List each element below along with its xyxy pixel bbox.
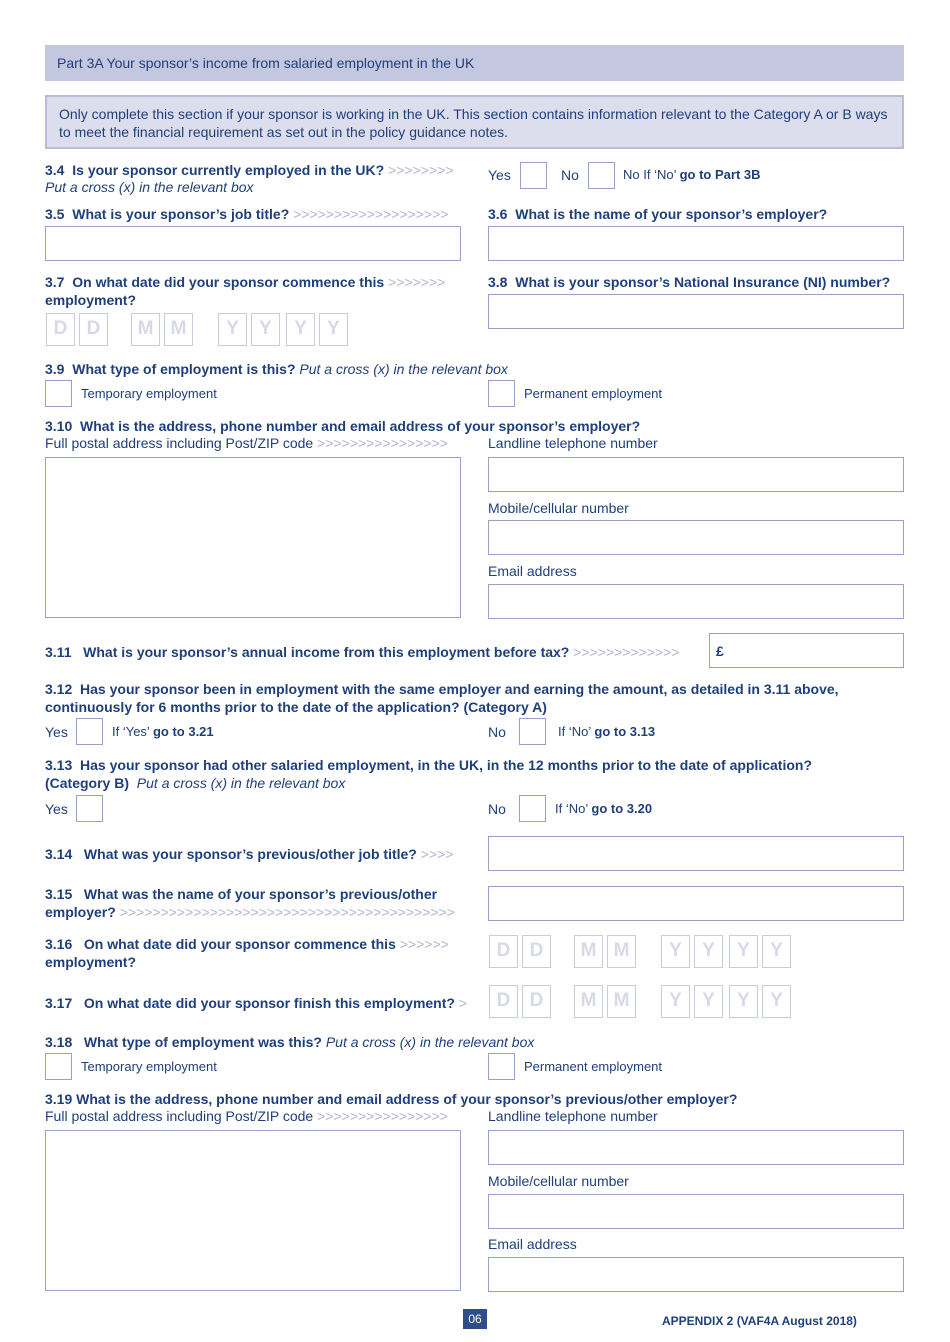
q3-6-question: 3.6 What is the name of your sponsor’s employer?: [488, 206, 828, 222]
date-day-1[interactable]: D: [489, 985, 518, 1018]
q3-4-yes-label: Yes: [488, 167, 511, 183]
date-year-1[interactable]: Y: [218, 313, 247, 346]
section-note: [45, 95, 904, 149]
q3-12-question: 3.12 Has your sponsor been in employment with the same employer and earning the amount, as detailed in 3.11 above, continuously for 6 months prior to the date of the application? (Category A): [45, 681, 839, 715]
q3-4-goto: No If ‘No’ go to Part 3B: [623, 167, 761, 182]
temporary-employment-checkbox[interactable]: [45, 380, 72, 407]
q3-9-question: 3.9 What type of employment is this? Put a cross (x) in the relevant box: [45, 361, 508, 377]
permanent-employment-label: Permanent employment: [524, 386, 663, 401]
previous-mobile-input[interactable]: [488, 1194, 904, 1229]
previous-email-label: Email address: [488, 1236, 577, 1252]
employer-name-input[interactable]: [488, 226, 904, 261]
date-year-3[interactable]: Y: [729, 985, 758, 1018]
date-year-2[interactable]: Y: [694, 985, 723, 1018]
section-title: Part 3A Your sponsor’s income from salaried employment in the UK: [57, 55, 475, 71]
q3-13-yes-checkbox[interactable]: [76, 795, 103, 822]
date-month-1[interactable]: M: [131, 313, 160, 346]
date-day-1[interactable]: D: [46, 313, 75, 346]
section-header: [45, 45, 904, 81]
q3-12-yes-label: Yes: [45, 724, 68, 740]
landline-input[interactable]: [488, 457, 904, 492]
q3-4-no-label: No: [561, 167, 579, 183]
permanent-employment-checkbox[interactable]: [488, 380, 515, 407]
date-day-2[interactable]: D: [522, 985, 551, 1018]
q3-12-yes-goto: If ‘Yes’ go to 3.21: [112, 724, 214, 739]
q3-5-question: 3.5 What is your sponsor’s job title? >>>>>>>>>>>>>>>>>>>: [45, 206, 449, 222]
mobile-label: Mobile/cellular number: [488, 500, 629, 516]
q3-10-question: 3.10 What is the address, phone number and email address of your sponsor’s employer?: [45, 418, 641, 434]
date-year-2[interactable]: Y: [694, 935, 723, 968]
q3-11-question: 3.11 What is your sponsor’s annual income from this employment before tax? >>>>>>>>>>>>>: [45, 644, 680, 660]
q3-4-hint: Put a cross (x) in the relevant box: [45, 179, 254, 195]
q3-7-question: 3.7 On what date did your sponsor commence this >>>>>>> employment?: [45, 274, 446, 308]
date-month-2[interactable]: M: [607, 985, 636, 1018]
q3-19-question: 3.19 What is the address, phone number and email address of your sponsor’s previous/other employer?: [45, 1091, 738, 1107]
q3-16-question: 3.16 On what date did your sponsor commence this >>>>>> employment?: [45, 936, 449, 970]
date-year-1[interactable]: Y: [661, 935, 690, 968]
date-day-2[interactable]: D: [79, 313, 108, 346]
q3-13-no-label: No: [488, 801, 506, 817]
q3-17-question: 3.17 On what date did your sponsor finish this employment? >: [45, 995, 468, 1011]
q3-12-no-checkbox[interactable]: [519, 718, 546, 745]
mobile-input[interactable]: [488, 520, 904, 555]
q3-12-no-label: No: [488, 724, 506, 740]
date-month-1[interactable]: M: [574, 935, 603, 968]
date-day-2[interactable]: D: [522, 935, 551, 968]
previous-employer-address-input[interactable]: [45, 1130, 461, 1291]
previous-address-label: Full postal address including Post/ZIP code >>>>>>>>>>>>>>>>: [45, 1108, 448, 1124]
address-label: Full postal address including Post/ZIP code >>>>>>>>>>>>>>>>: [45, 435, 448, 451]
q3-13-question: 3.13 Has your sponsor had other salaried employment, in the UK, in the 12 months prior to the date of application? (Category B) Put a cross (x) in the relevant box: [45, 757, 813, 791]
date-year-4[interactable]: Y: [762, 935, 791, 968]
previous-mobile-label: Mobile/cellular number: [488, 1173, 629, 1189]
email-input[interactable]: [488, 584, 904, 619]
previous-landline-input[interactable]: [488, 1130, 904, 1165]
q3-18-question: 3.18 What type of employment was this? Put a cross (x) in the relevant box: [45, 1034, 535, 1050]
q3-13-no-checkbox[interactable]: [519, 795, 546, 822]
previous-temporary-checkbox[interactable]: [45, 1053, 72, 1080]
date-year-3[interactable]: Y: [729, 935, 758, 968]
q3-14-question: 3.14 What was your sponsor’s previous/other job title? >>>>: [45, 846, 454, 862]
q3-4-question: 3.4 Is your sponsor currently employed in the UK? >>>>>>>>: [45, 162, 454, 178]
date-month-2[interactable]: M: [607, 935, 636, 968]
form-reference: APPENDIX 2 (VAF4A August 2018): [662, 1314, 857, 1328]
date-month-2[interactable]: M: [164, 313, 193, 346]
previous-permanent-label: Permanent employment: [524, 1059, 663, 1074]
date-year-1[interactable]: Y: [661, 985, 690, 1018]
job-title-input[interactable]: [45, 226, 461, 261]
page-number: 06: [463, 1309, 487, 1329]
previous-employer-input[interactable]: [488, 886, 904, 921]
q3-8-question: 3.8 What is your sponsor’s National Insurance (NI) number?: [488, 274, 891, 290]
q3-13-no-goto: If ‘No’ go to 3.20: [555, 801, 653, 816]
q3-12-yes-checkbox[interactable]: [76, 718, 103, 745]
employer-address-input[interactable]: [45, 457, 461, 618]
previous-landline-label: Landline telephone number: [488, 1108, 658, 1124]
previous-email-input[interactable]: [488, 1257, 904, 1292]
q3-12-no-goto: If ‘No’ go to 3.13: [558, 724, 656, 739]
landline-label: Landline telephone number: [488, 435, 658, 451]
date-year-2[interactable]: Y: [251, 313, 280, 346]
previous-job-title-input[interactable]: [488, 836, 904, 871]
q3-15-question: 3.15 What was the name of your sponsor’s previous/other employer? >>>>>>>>>>>>>>>>>>>>>>>>>>>>>>>>>>>>>>>>>: [45, 886, 455, 920]
date-day-1[interactable]: D: [489, 935, 518, 968]
temporary-employment-label: Temporary employment: [81, 386, 217, 401]
ni-number-input[interactable]: [488, 294, 904, 329]
q3-13-yes-label: Yes: [45, 801, 68, 817]
date-year-3[interactable]: Y: [286, 313, 315, 346]
q3-4-yes-checkbox[interactable]: [520, 162, 547, 189]
annual-income-input[interactable]: [709, 633, 904, 668]
previous-temporary-label: Temporary employment: [81, 1059, 217, 1074]
note-text: Only complete this section if your sponsor is working in the UK. This section contains information relevant to the Category A or B ways to meet the financial requirement as set out in the policy guidance notes.: [59, 106, 888, 140]
previous-permanent-checkbox[interactable]: [488, 1053, 515, 1080]
date-month-1[interactable]: M: [574, 985, 603, 1018]
date-year-4[interactable]: Y: [319, 313, 348, 346]
q3-4-no-checkbox[interactable]: [588, 162, 615, 189]
currency-symbol: £: [716, 643, 724, 659]
email-label: Email address: [488, 563, 577, 579]
date-year-4[interactable]: Y: [762, 985, 791, 1018]
